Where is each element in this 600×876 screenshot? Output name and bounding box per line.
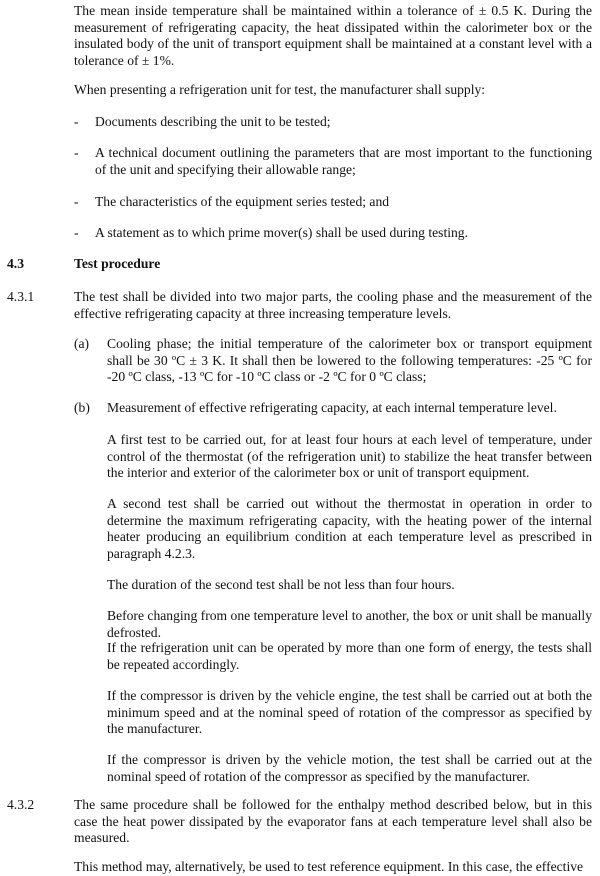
clause-continuation: This method may, alternatively, be used to test reference equipment. In this case, the effective (74, 859, 584, 874)
clause-number: 4.3.1 (7, 289, 35, 304)
item-label: (b) (74, 400, 90, 415)
item-text: Cooling phase; the initial temperature of the calorimeter box or transport equipment shall be 30 ºC ± 3 K. It shall then be lowered to the following temperatures: -25 ºC for -20 ºC class, -13 ºC for -10 ºC class or -2 ºC for 0 ºC class; (107, 336, 592, 384)
intro-paragraph: The mean inside temperature shall be maintained within a tolerance of ± 0.5 K. During the measurement of refrigerating capacity, the heat dissipated within the calorimeter box or the insulated body of the unit of transport equipment shall be maintained at a constant level with a tolerance of ± 1%. (74, 3, 592, 68)
list-item: The characteristics of the equipment series tested; and (95, 194, 390, 209)
list-bullet: - (74, 114, 79, 129)
supply-intro: When presenting a refrigeration unit for test, the manufacturer shall supply: (74, 82, 486, 97)
item-paragraph: A first test to be carried out, for at least four hours at each level of temperature, under control of the thermostat (of the refrigeration unit) to stabilize the heat transfer between the interior and exterior of the calorimeter box or unit of transport equipment. (107, 432, 592, 480)
list-item: Documents describing the unit to be tested; (95, 114, 331, 129)
item-text: Measurement of effective refrigerating capacity, at each internal temperature level. (107, 400, 557, 415)
item-paragraph: The duration of the second test shall be not less than four hours. (107, 577, 455, 592)
item-paragraph: A second test shall be carried out without the thermostat in operation in order to determine the maximum refrigerating capacity, with the heating power of the internal heater producing an equilibrium condition at each temperature level as prescribed in paragraph 4.2.3. (107, 496, 592, 561)
section-number: 4.3 (7, 256, 24, 271)
clause-text: The same procedure shall be followed for the enthalpy method described below, but in this case the heat power dissipated by the evaporator fans at each temperature level shall also be measured. (74, 797, 592, 845)
list-bullet: - (74, 194, 79, 209)
item-paragraph: If the compressor is driven by the vehicle engine, the test shall be carried out at both the minimum speed and at the nominal speed of rotation of the compressor as specified by the manufacturer. (107, 688, 592, 736)
item-paragraph: Before changing from one temperature level to another, the box or unit shall be manually defrosted. (107, 608, 592, 640)
item-paragraph: If the compressor is driven by the vehicle motion, the test shall be carried out at the nominal speed of rotation of the compressor as specified by the manufacturer. (107, 752, 592, 784)
item-label: (a) (74, 336, 90, 351)
list-item: A statement as to which prime mover(s) shall be used during testing. (95, 225, 468, 240)
list-bullet: - (74, 145, 79, 160)
item-paragraph: If the refrigeration unit can be operated by more than one form of energy, the tests shall be repeated accordingly. (107, 640, 592, 672)
section-title: Test procedure (74, 256, 161, 271)
clause-number: 4.3.2 (7, 797, 35, 812)
clause-text: The test shall be divided into two major parts, the cooling phase and the measurement of the effective refrigerating capacity at three increasing temperature levels. (74, 289, 592, 321)
list-bullet: - (74, 225, 79, 240)
list-item: A technical document outlining the parameters that are most important to the functioning of the unit and specifying their allowable range; (95, 145, 592, 177)
